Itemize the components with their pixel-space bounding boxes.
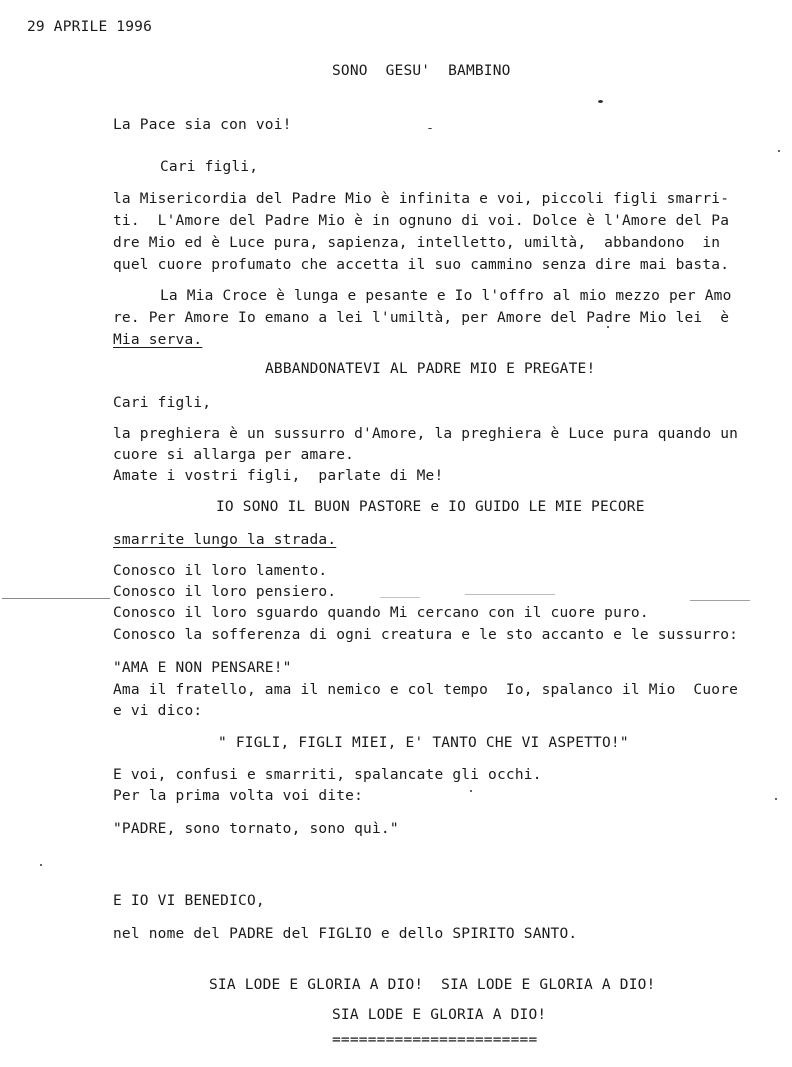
scan-artifact-line: [2, 598, 110, 599]
paragraph-5-line: Ama il fratello, ama il nemico e col tempo Io, spalanco il Mio Cuore: [113, 682, 739, 698]
scan-speck: [775, 798, 777, 800]
paragraph-5-line: e vi dico:: [113, 703, 203, 719]
paragraph-3-line: la preghiera è un sussurro d'Amore, la preghiera è Luce pura quando un: [113, 426, 739, 442]
scan-speck: [40, 864, 42, 866]
scan-speck: [778, 150, 780, 152]
paragraph-2-line: La Mia Croce è lunga e pesante e Io l'offro al mio mezzo per Amo: [160, 288, 732, 304]
paragraph-6-line: E voi, confusi e smarriti, spalancate gli occhi.: [113, 767, 542, 783]
paragraph-4-line: Conosco il loro lamento.: [113, 563, 328, 579]
scan-speck: [470, 790, 472, 792]
heading-buon-pastore-continued: smarrite lungo la strada.: [113, 532, 337, 548]
document-title: SONO GESU' BAMBINO: [332, 63, 511, 79]
paragraph-4-line: Conosco il loro sguardo quando Mi cercano con il cuore puro.: [113, 605, 649, 621]
quote-ama: "AMA E NON PENSARE!": [113, 660, 292, 676]
heading-buon-pastore: IO SONO IL BUON PASTORE e IO GUIDO LE MIE PECORE: [216, 499, 645, 515]
quote-figli: " FIGLI, FIGLI MIEI, E' TANTO CHE VI ASPETTO!": [218, 735, 629, 751]
scan-speck: [428, 128, 432, 129]
praise-line-1: SIA LODE E GLORIA A DIO! SIA LODE E GLORIA A DIO!: [209, 977, 656, 993]
heading-abbandonatevi: ABBANDONATEVI AL PADRE MIO E PREGATE!: [265, 361, 596, 377]
trinity-line: nel nome del PADRE del FIGLIO e dello SPIRITO SANTO.: [113, 926, 578, 942]
paragraph-4-line: Conosco il loro pensiero.: [113, 584, 337, 600]
praise-line-2: SIA LODE E GLORIA A DIO!: [332, 1007, 547, 1023]
scan-speck: [598, 100, 603, 103]
paragraph-3-line: cuore si allarga per amare.: [113, 447, 355, 463]
paragraph-1-line: ti. L'Amore del Padre Mio è in ognuno di voi. Dolce è l'Amore del Pa: [113, 213, 730, 229]
document-date: 29 APRILE 1996: [27, 19, 153, 35]
scan-artifact-line: [690, 600, 750, 601]
paragraph-6-line: Per la prima volta voi dite:: [113, 788, 364, 804]
quote-padre: "PADRE, sono tornato, sono quì.": [113, 821, 399, 837]
closing-rule: =======================: [332, 1032, 538, 1048]
salutation-2: Cari figli,: [113, 395, 212, 411]
paragraph-4-line: Conosco la sofferenza di ogni creatura e le sto accanto e le sussurro:: [113, 627, 739, 643]
scan-speck: [607, 326, 609, 328]
paragraph-2-line: re. Per Amore Io emano a lei l'umiltà, per Amore del Padre Mio lei è: [113, 310, 730, 326]
paragraph-3-line: Amate i vostri figli, parlate di Me!: [113, 468, 444, 484]
paragraph-1-line: dre Mio ed è Luce pura, sapienza, intelletto, umiltà, abbandono in: [113, 235, 721, 251]
paragraph-2-end: Mia serva.: [113, 332, 203, 348]
scan-artifact-line: [380, 597, 420, 598]
blessing: E IO VI BENEDICO,: [113, 893, 265, 909]
greeting: La Pace sia con voi!: [113, 117, 292, 133]
paragraph-1-line: quel cuore profumato che accetta il suo cammino senza dire mai basta.: [113, 257, 730, 273]
scan-artifact-line: [465, 594, 555, 595]
salutation-1: Cari figli,: [160, 159, 259, 175]
paragraph-1-line: la Misericordia del Padre Mio è infinita e voi, piccoli figli smarri-: [113, 191, 730, 207]
